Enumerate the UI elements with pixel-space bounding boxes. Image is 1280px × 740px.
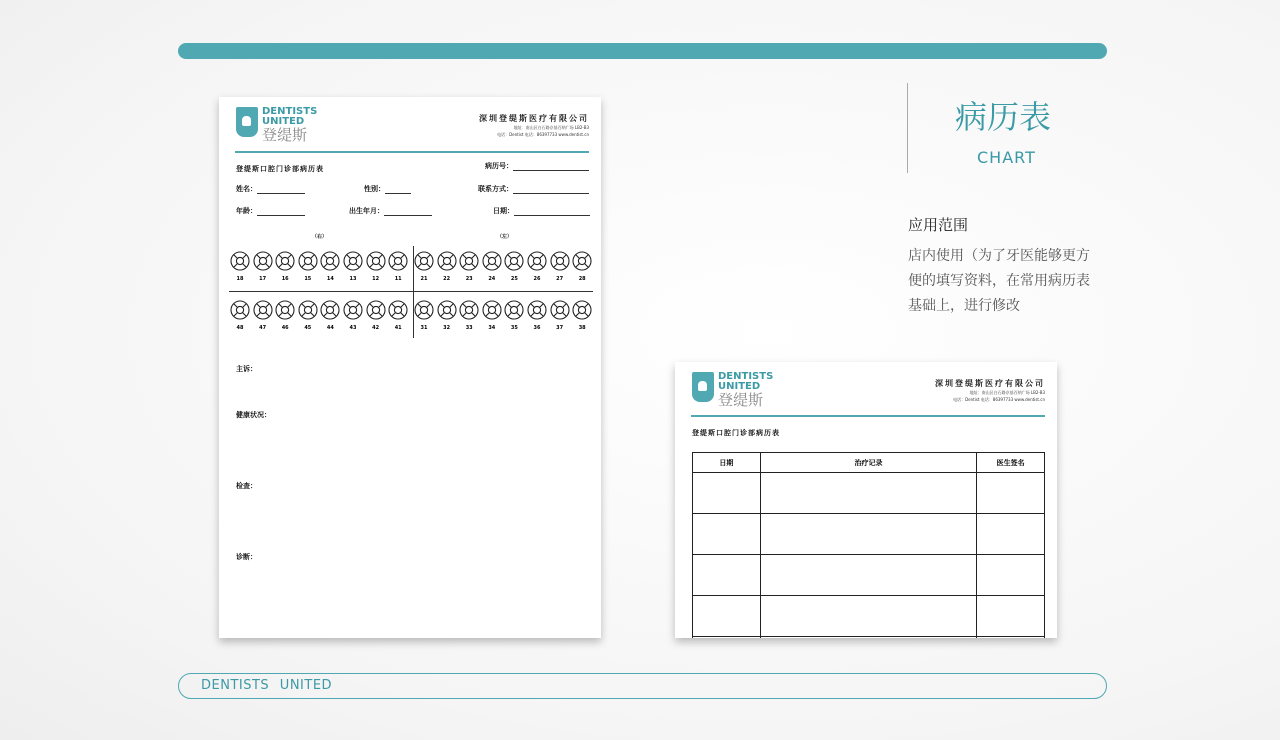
logo-en1: DENTISTS bbox=[262, 106, 318, 117]
company-address: 地址：南山区白石路京基百纳广场 LB2-B3 bbox=[513, 125, 589, 130]
table-cell[interactable] bbox=[977, 596, 1045, 637]
tooth-33[interactable] bbox=[459, 300, 479, 320]
tooth-46[interactable] bbox=[275, 300, 295, 320]
diagnosis-label: 诊断： bbox=[236, 553, 257, 561]
tooth-number: 42 bbox=[372, 325, 380, 331]
footer-brand: DENTISTS UNITED bbox=[201, 678, 333, 693]
tooth-43[interactable] bbox=[343, 300, 363, 320]
top-accent-bar bbox=[178, 43, 1107, 59]
table-row bbox=[693, 555, 1045, 596]
tooth-47[interactable] bbox=[253, 300, 273, 320]
age-label: 年龄： bbox=[236, 207, 257, 215]
col-treatment: 治疗记录 bbox=[760, 453, 976, 473]
gender-field[interactable] bbox=[385, 186, 411, 194]
table-row bbox=[693, 514, 1045, 555]
table-row bbox=[693, 473, 1045, 514]
right-side-label: （右） bbox=[312, 234, 328, 240]
tooth-number: 32 bbox=[443, 325, 451, 331]
tooth-26[interactable] bbox=[527, 251, 547, 271]
table-cell[interactable] bbox=[977, 555, 1045, 596]
tooth-number: 13 bbox=[349, 276, 357, 282]
left-side-label: （左） bbox=[497, 234, 513, 240]
brand-logo bbox=[236, 107, 317, 143]
tooth-number: 12 bbox=[372, 276, 380, 282]
medical-record-form bbox=[219, 97, 601, 638]
logo-en1: DENTISTS bbox=[718, 371, 774, 382]
health-label: 健康状况： bbox=[236, 411, 271, 419]
logo-en2: UNITED bbox=[718, 381, 761, 392]
table-cell[interactable] bbox=[760, 514, 976, 555]
tooth-11[interactable] bbox=[388, 251, 408, 271]
tooth-number: 38 bbox=[578, 325, 586, 331]
tooth-number: 46 bbox=[281, 325, 289, 331]
table-cell[interactable] bbox=[693, 473, 761, 514]
tooth-36[interactable] bbox=[527, 300, 547, 320]
tooth-number: 33 bbox=[465, 325, 473, 331]
tooth-number: 23 bbox=[465, 276, 473, 282]
record-no-field[interactable] bbox=[513, 163, 589, 171]
brand-logo bbox=[692, 372, 773, 408]
tooth-16[interactable] bbox=[275, 251, 295, 271]
date-label: 日期： bbox=[493, 207, 514, 215]
record-no-label: 病历号： bbox=[485, 162, 513, 170]
table-row bbox=[693, 637, 1045, 639]
tooth-41[interactable] bbox=[388, 300, 408, 320]
tooth-42[interactable] bbox=[366, 300, 386, 320]
tooth-13[interactable] bbox=[343, 251, 363, 271]
tooth-34[interactable] bbox=[482, 300, 502, 320]
tooth-number: 43 bbox=[349, 325, 357, 331]
tooth-25[interactable] bbox=[504, 251, 524, 271]
tooth-number: 11 bbox=[394, 276, 402, 282]
tooth-number: 25 bbox=[510, 276, 518, 282]
tooth-38[interactable] bbox=[572, 300, 592, 320]
header-rule bbox=[691, 415, 1045, 417]
birth-field[interactable] bbox=[384, 208, 432, 216]
tooth-number: 15 bbox=[304, 276, 312, 282]
company-contact: 电话：Dentist 电话：86397733 www.dentist.cn bbox=[497, 132, 589, 137]
tooth-number: 28 bbox=[578, 276, 586, 282]
table-cell[interactable] bbox=[760, 473, 976, 514]
tooth-number: 22 bbox=[443, 276, 451, 282]
tooth-14[interactable] bbox=[320, 251, 340, 271]
tooth-number: 31 bbox=[420, 325, 428, 331]
tooth-number: 24 bbox=[488, 276, 496, 282]
tooth-number: 36 bbox=[533, 325, 541, 331]
table-cell[interactable] bbox=[693, 637, 761, 639]
usage-line: 便的填写资料，在常用病历表 bbox=[908, 273, 1090, 289]
col-signature: 医生签名 bbox=[977, 453, 1045, 473]
gender-label: 性别： bbox=[364, 185, 385, 193]
tooth-28[interactable] bbox=[572, 251, 592, 271]
tooth-number: 21 bbox=[420, 276, 428, 282]
company-contact: 电话：Dentist 电话：86397733 www.dentist.cn bbox=[953, 397, 1045, 402]
tooth-44[interactable] bbox=[320, 300, 340, 320]
page-title: 病历表 bbox=[955, 98, 1052, 136]
table-cell[interactable] bbox=[760, 596, 976, 637]
col-date: 日期 bbox=[693, 453, 761, 473]
treatment-table bbox=[692, 452, 1045, 638]
logo-cn: 登缇斯 bbox=[262, 126, 308, 144]
company-name: 深圳登缇斯医疗有限公司 bbox=[479, 114, 589, 123]
company-name: 深圳登缇斯医疗有限公司 bbox=[935, 379, 1045, 388]
tooth-shield-icon bbox=[692, 372, 714, 402]
treatment-record-form bbox=[675, 362, 1057, 638]
tooth-32[interactable] bbox=[437, 300, 457, 320]
header-rule bbox=[235, 151, 589, 153]
contact-label: 联系方式： bbox=[478, 185, 513, 193]
treatment-title: 登缇斯口腔门诊部病历表 bbox=[692, 429, 780, 437]
tooth-number: 44 bbox=[326, 325, 334, 331]
tooth-number: 14 bbox=[326, 276, 334, 282]
name-field[interactable] bbox=[257, 186, 305, 194]
birth-label: 出生年月： bbox=[349, 207, 384, 215]
table-cell[interactable] bbox=[760, 637, 976, 639]
company-address: 地址：南山区白石路京基百纳广场 LB2-B3 bbox=[969, 390, 1045, 395]
age-field[interactable] bbox=[257, 208, 305, 216]
table-cell[interactable] bbox=[760, 555, 976, 596]
tooth-17[interactable] bbox=[253, 251, 273, 271]
tooth-45[interactable] bbox=[298, 300, 318, 320]
tooth-48[interactable] bbox=[230, 300, 250, 320]
usage-line: 基础上，进行修改 bbox=[908, 298, 1020, 314]
logo-cn: 登缇斯 bbox=[718, 391, 764, 409]
tooth-31[interactable] bbox=[414, 300, 434, 320]
usage-heading: 应用范围 bbox=[908, 216, 969, 234]
table-cell[interactable] bbox=[977, 637, 1045, 639]
footer-brand-pill bbox=[178, 673, 1107, 699]
tooth-23[interactable] bbox=[459, 251, 479, 271]
tooth-number: 48 bbox=[236, 325, 244, 331]
complaint-label: 主诉： bbox=[236, 365, 257, 373]
table-cell[interactable] bbox=[977, 514, 1045, 555]
table-row bbox=[693, 596, 1045, 637]
tooth-shield-icon bbox=[236, 107, 258, 137]
tooth-number: 17 bbox=[259, 276, 267, 282]
date-field[interactable] bbox=[514, 208, 590, 216]
table-cell[interactable] bbox=[977, 473, 1045, 514]
tooth-number: 18 bbox=[236, 276, 244, 282]
tooth-15[interactable] bbox=[298, 251, 318, 271]
tooth-12[interactable] bbox=[366, 251, 386, 271]
midline-horizontal bbox=[229, 291, 593, 292]
tooth-37[interactable] bbox=[550, 300, 570, 320]
exam-label: 检查： bbox=[236, 482, 257, 490]
tooth-number: 27 bbox=[556, 276, 564, 282]
tooth-number: 26 bbox=[533, 276, 541, 282]
table-cell[interactable] bbox=[693, 514, 761, 555]
tooth-22[interactable] bbox=[437, 251, 457, 271]
tooth-21[interactable] bbox=[414, 251, 434, 271]
table-cell[interactable] bbox=[693, 555, 761, 596]
page-subtitle: CHART bbox=[977, 148, 1036, 167]
logo-en2: UNITED bbox=[262, 116, 305, 127]
tooth-number: 35 bbox=[510, 325, 518, 331]
table-cell[interactable] bbox=[693, 596, 761, 637]
tooth-number: 41 bbox=[394, 325, 402, 331]
title-divider bbox=[907, 83, 908, 173]
tooth-35[interactable] bbox=[504, 300, 524, 320]
tooth-number: 47 bbox=[259, 325, 267, 331]
tooth-27[interactable] bbox=[550, 251, 570, 271]
tooth-number: 37 bbox=[556, 325, 564, 331]
contact-field[interactable] bbox=[513, 186, 589, 194]
name-label: 姓名： bbox=[236, 185, 257, 193]
tooth-number: 45 bbox=[304, 325, 312, 331]
usage-line: 店内使用（为了牙医能够更方 bbox=[908, 248, 1090, 264]
tooth-24[interactable] bbox=[482, 251, 502, 271]
form-title: 登缇斯口腔门诊部病历表 bbox=[236, 165, 324, 173]
tooth-number: 34 bbox=[488, 325, 496, 331]
tooth-18[interactable] bbox=[230, 251, 250, 271]
tooth-number: 16 bbox=[281, 276, 289, 282]
